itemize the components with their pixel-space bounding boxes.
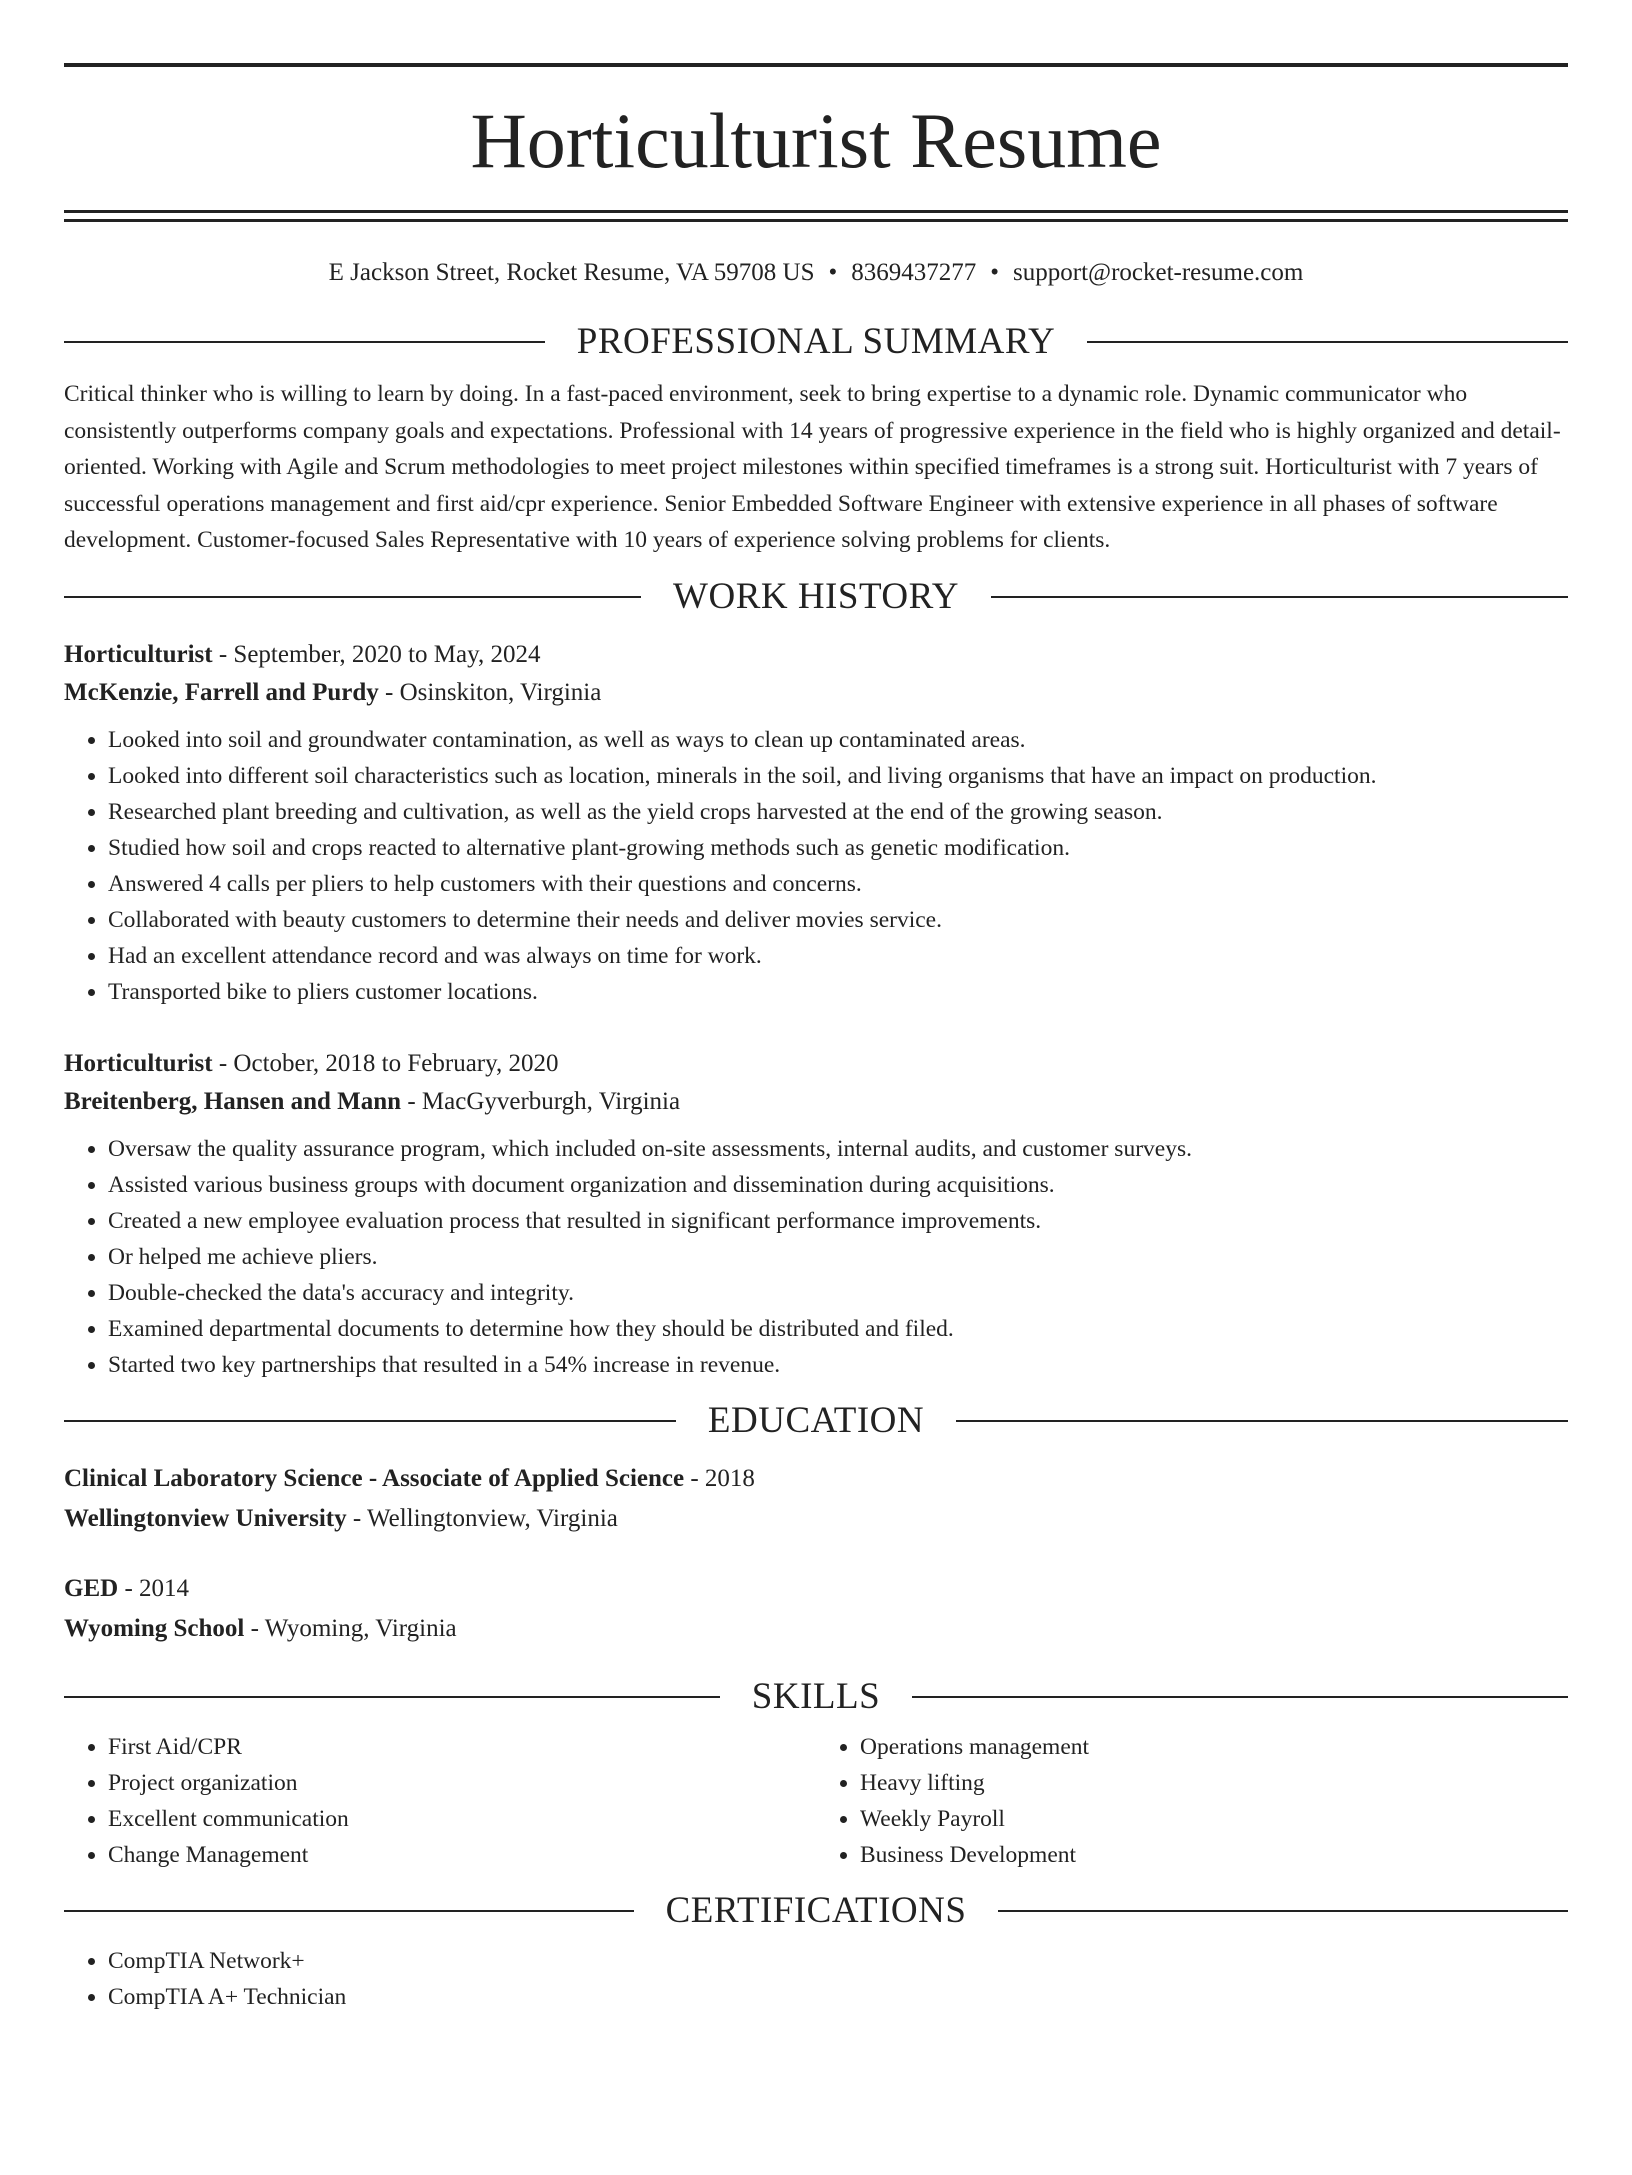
job-title-line bbox=[64, 636, 1568, 674]
job-title: Horticulturist bbox=[64, 1049, 213, 1077]
heading-rule bbox=[991, 596, 1568, 598]
certification-item: • CompTIA A+ Technician bbox=[108, 1979, 1568, 2015]
job-dates: - September, 2020 to May, 2024 bbox=[212, 640, 541, 668]
list-item: • Looked into soil and groundwater contamination, as well as ways to clean up contaminated areas. bbox=[108, 722, 1568, 758]
school-name: Wellingtonview University bbox=[64, 1504, 347, 1532]
contact-phone: 8369437277 bbox=[851, 259, 977, 286]
degree-year: - 2014 bbox=[118, 1574, 190, 1602]
job-duties-list bbox=[64, 722, 1568, 1010]
certifications-section-heading bbox=[64, 1889, 1568, 1933]
list-item: • Looked into different soil characteristics such as location, minerals in the soil, and living organisms that have an impact on production. bbox=[108, 758, 1568, 794]
skills-heading-label: SKILLS bbox=[751, 1675, 881, 1717]
degree-line bbox=[64, 1459, 1568, 1499]
job-entry bbox=[64, 1045, 1568, 1383]
school-line bbox=[64, 1609, 1568, 1649]
skill-item: • Change Management bbox=[108, 1837, 816, 1873]
school-location: - Wyoming, Virginia bbox=[244, 1614, 457, 1642]
job-entry bbox=[64, 636, 1568, 1010]
heading-rule bbox=[64, 596, 641, 598]
contact-separator: • bbox=[990, 259, 1000, 286]
job-duties-list bbox=[64, 1131, 1568, 1383]
skills-section-heading bbox=[64, 1675, 1568, 1719]
school-name: Wyoming School bbox=[64, 1614, 245, 1642]
skills-list-left bbox=[64, 1729, 816, 1873]
degree-name: GED bbox=[64, 1574, 119, 1602]
heading-rule bbox=[64, 1420, 676, 1422]
education-section-heading bbox=[64, 1399, 1568, 1443]
skill-item: • First Aid/CPR bbox=[108, 1729, 816, 1765]
title-divider-upper bbox=[64, 210, 1568, 213]
school-line bbox=[64, 1499, 1568, 1539]
heading-rule bbox=[64, 1696, 720, 1698]
resume-title: Horticulturist Resume bbox=[470, 97, 1162, 184]
certifications-list bbox=[64, 1943, 1568, 2015]
skill-item: • Project organization bbox=[108, 1765, 816, 1801]
heading-rule bbox=[1087, 341, 1568, 343]
contact-separator: • bbox=[828, 259, 838, 286]
skill-item: • Operations management bbox=[860, 1729, 1568, 1765]
top-divider bbox=[64, 63, 1568, 67]
job-company: Breitenberg, Hansen and Mann bbox=[64, 1087, 402, 1115]
work-section-heading bbox=[64, 575, 1568, 619]
skills-list-right bbox=[816, 1729, 1568, 1873]
heading-rule bbox=[64, 341, 545, 343]
degree-line bbox=[64, 1569, 1568, 1609]
list-item: • Oversaw the quality assurance program, which included on-site assessments, internal audits, and customer surveys. bbox=[108, 1131, 1568, 1167]
job-company: McKenzie, Farrell and Purdy bbox=[64, 678, 379, 706]
degree-year: - 2018 bbox=[684, 1464, 755, 1492]
work-heading-label: WORK HISTORY bbox=[673, 575, 959, 617]
list-item: • Created a new employee evaluation process that resulted in significant performance improvements. bbox=[108, 1203, 1568, 1239]
job-title: Horticulturist bbox=[64, 640, 213, 668]
professional-summary-text: Critical thinker who is willing to learn by doing. In a fast-paced environment, seek to bring expertise to a dynamic role. Dynamic communicator who consistently outperforms company goals and expectations. Professional with 14 years of progressive experience in the field who is highly organized and detail-oriented. Working with Agile and Scrum methodologies to meet project milestones within specified timeframes is a strong suit. Horticulturist with 7 years of successful operations management and first aid/cpr experience. Senior Embedded Software Engineer with extensive experience in all phases of software development. Customer-focused Sales Representative with 10 years of experience solving problems for clients. bbox=[64, 381, 1561, 553]
job-company-line bbox=[64, 1083, 1568, 1121]
summary-section-heading bbox=[64, 320, 1568, 364]
contact-address: E Jackson Street, Rocket Resume, VA 59708 US bbox=[328, 259, 815, 286]
education-entry bbox=[64, 1569, 1568, 1649]
education-entry bbox=[64, 1459, 1568, 1539]
certifications-heading-label: CERTIFICATIONS bbox=[665, 1889, 967, 1931]
list-item: • Assisted various business groups with document organization and dissemination during acquisitions. bbox=[108, 1167, 1568, 1203]
skill-item: • Weekly Payroll bbox=[860, 1801, 1568, 1837]
heading-rule bbox=[956, 1420, 1568, 1422]
skill-item: • Excellent communication bbox=[108, 1801, 816, 1837]
job-company-line bbox=[64, 674, 1568, 712]
skills-grid bbox=[64, 1719, 1568, 1873]
list-item: • Double-checked the data's accuracy and integrity. bbox=[108, 1275, 1568, 1311]
job-title-line bbox=[64, 1045, 1568, 1083]
skill-item: • Heavy lifting bbox=[860, 1765, 1568, 1801]
heading-rule bbox=[998, 1910, 1568, 1912]
list-item: • Transported bike to pliers customer locations. bbox=[108, 974, 1568, 1010]
resume-page bbox=[0, 63, 1632, 2015]
education-heading-label: EDUCATION bbox=[707, 1399, 925, 1441]
job-dates: - October, 2018 to February, 2020 bbox=[212, 1049, 559, 1077]
heading-rule bbox=[912, 1696, 1568, 1698]
list-item: • Collaborated with beauty customers to determine their needs and deliver movies service. bbox=[108, 902, 1568, 938]
list-item: • Started two key partnerships that resulted in a 54% increase in revenue. bbox=[108, 1347, 1568, 1383]
certification-item: • CompTIA Network+ bbox=[108, 1943, 1568, 1979]
skill-item: • Business Development bbox=[860, 1837, 1568, 1873]
list-item: • Studied how soil and crops reacted to alternative plant-growing methods such as genetic modification. bbox=[108, 830, 1568, 866]
list-item: • Answered 4 calls per pliers to help customers with their questions and concerns. bbox=[108, 866, 1568, 902]
list-item: • Researched plant breeding and cultivation, as well as the yield crops harvested at the end of the growing season. bbox=[108, 794, 1568, 830]
school-location: - Wellingtonview, Virginia bbox=[346, 1504, 618, 1532]
list-item: • Or helped me achieve pliers. bbox=[108, 1239, 1568, 1275]
heading-rule bbox=[64, 1910, 634, 1912]
list-item: • Examined departmental documents to determine how they should be distributed and filed. bbox=[108, 1311, 1568, 1347]
list-item: • Had an excellent attendance record and was always on time for work. bbox=[108, 938, 1568, 974]
job-location: - MacGyverburgh, Virginia bbox=[401, 1087, 681, 1115]
contact-line bbox=[64, 258, 1568, 288]
contact-email[interactable]: support@rocket-resume.com bbox=[1013, 259, 1304, 286]
title-divider-lower bbox=[64, 219, 1568, 222]
job-location: - Osinskiton, Virginia bbox=[378, 678, 602, 706]
summary-heading-label: PROFESSIONAL SUMMARY bbox=[576, 321, 1056, 362]
degree-name: Clinical Laboratory Science - Associate of Applied Science bbox=[64, 1464, 685, 1492]
